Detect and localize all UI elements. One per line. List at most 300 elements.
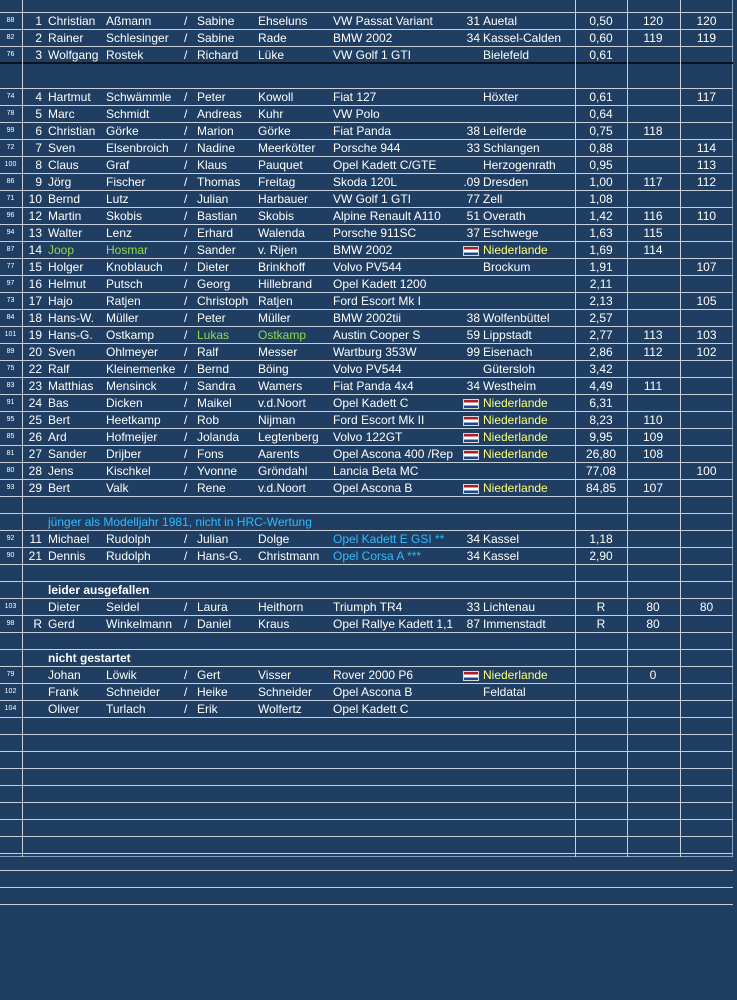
- points-2: [680, 548, 733, 564]
- crew-separator: /: [184, 447, 188, 461]
- points-2: 100: [696, 464, 717, 478]
- empty-row: [0, 871, 733, 888]
- codriver-first-name: Nadine: [197, 141, 236, 155]
- codriver-last-name: Nijman: [258, 413, 296, 427]
- postal-prefix: 34: [466, 532, 480, 546]
- points-1: [627, 310, 679, 326]
- points-2: [680, 361, 733, 377]
- crew-separator: /: [184, 192, 188, 206]
- entry-id: 100: [4, 161, 17, 168]
- driver-first-name: Marc: [48, 107, 75, 121]
- entry-id: 104: [4, 705, 17, 712]
- netherlands-flag-icon: [463, 450, 479, 460]
- result-time: 84,85: [585, 481, 617, 495]
- postal-prefix: 33: [466, 141, 480, 155]
- crew-separator: /: [184, 685, 188, 699]
- result-time: 2,57: [589, 311, 613, 325]
- driver-first-name: Bert: [48, 481, 71, 495]
- start-number: 18: [28, 311, 42, 325]
- table-row: [0, 599, 733, 616]
- points-1: [627, 684, 679, 700]
- start-number: 27: [28, 447, 42, 461]
- postal-prefix: 59: [466, 328, 480, 342]
- result-time: 77,08: [585, 464, 617, 478]
- start-number: 3: [35, 48, 42, 62]
- car-model: Volvo PV544: [333, 362, 402, 376]
- empty-row: [0, 769, 733, 786]
- crew-separator: /: [184, 294, 188, 308]
- codriver-last-name: Lüke: [258, 48, 285, 62]
- codriver-last-name: Gröndahl: [258, 464, 308, 478]
- start-number: [22, 701, 42, 717]
- result-time: [575, 684, 627, 700]
- postal-prefix: [460, 259, 480, 275]
- car-model: Opel Ascona B: [333, 481, 413, 495]
- points-1: 112: [643, 345, 663, 359]
- codriver-first-name: Christoph: [197, 294, 249, 308]
- codriver-first-name: Maikel: [197, 396, 232, 410]
- entry-id: 78: [6, 110, 15, 117]
- car-model: Fiat Panda: [333, 124, 392, 138]
- city: Schlangen: [483, 141, 540, 155]
- points-2: [680, 123, 733, 139]
- driver-last-name: Skobis: [106, 209, 143, 223]
- points-2: 105: [696, 294, 717, 308]
- points-1: 111: [643, 379, 663, 393]
- driver-last-name: Schneider: [106, 685, 161, 699]
- entry-id: 73: [6, 297, 15, 304]
- points-1: [627, 531, 679, 547]
- codriver-last-name: v.d.Noort: [258, 481, 306, 495]
- car-model: Porsche 911SC: [333, 226, 417, 240]
- driver-first-name: Dieter: [48, 600, 81, 614]
- driver-first-name: Dennis: [48, 549, 86, 563]
- crew-separator: /: [184, 226, 188, 240]
- codriver-last-name: Wamers: [258, 379, 303, 393]
- table-row: [0, 531, 733, 548]
- codriver-last-name: Böing: [258, 362, 289, 376]
- crew-separator: /: [184, 600, 188, 614]
- postal-prefix: [460, 463, 480, 479]
- crew-separator: /: [184, 430, 188, 444]
- driver-first-name: Johan: [48, 668, 81, 682]
- postal-prefix: [460, 361, 480, 377]
- points-1: 0: [649, 668, 657, 682]
- codriver-first-name: Bernd: [197, 362, 230, 376]
- start-number: 29: [28, 481, 42, 495]
- netherlands-flag-icon: [463, 416, 479, 426]
- codriver-last-name: v. Rijen: [258, 243, 298, 257]
- points-2: [680, 701, 733, 717]
- entry-id: 92: [6, 535, 15, 542]
- driver-first-name: Michael: [48, 532, 90, 546]
- codriver-first-name: Hans-G.: [197, 549, 242, 563]
- codriver-last-name: Legtenberg: [258, 430, 319, 444]
- table-row: [0, 174, 733, 191]
- car-model: Opel Kadett E GSI **: [333, 532, 445, 546]
- driver-first-name: Frank: [48, 685, 79, 699]
- points-1: 115: [643, 226, 663, 240]
- crew-separator: /: [184, 396, 188, 410]
- codriver-last-name: Görke: [258, 124, 291, 138]
- driver-last-name: Elsenbroich: [106, 141, 169, 155]
- driver-first-name: Jens: [48, 464, 74, 478]
- start-number: [22, 599, 42, 615]
- car-model: BMW 2002: [333, 243, 393, 257]
- car-model: Porsche 944: [333, 141, 401, 155]
- city: Feldatal: [483, 685, 526, 699]
- driver-last-name: Rostek: [106, 48, 144, 62]
- postal-prefix: 38: [466, 124, 480, 138]
- result-time: 0,95: [589, 158, 613, 172]
- city: Wolfenbüttel: [483, 311, 550, 325]
- codriver-first-name: Rene: [197, 481, 226, 495]
- codriver-first-name: Jolanda: [197, 430, 240, 444]
- driver-first-name: Matthias: [48, 379, 94, 393]
- driver-last-name: Lenz: [106, 226, 133, 240]
- codriver-last-name: Freitag: [258, 175, 296, 189]
- driver-first-name: Bert: [48, 413, 71, 427]
- car-model: VW Passat Variant: [333, 14, 433, 28]
- city: Lippstadt: [483, 328, 532, 342]
- crew-separator: /: [184, 48, 188, 62]
- codriver-last-name: Aarents: [258, 447, 300, 461]
- car-model: VW Golf 1 GTI: [333, 48, 412, 62]
- empty-row: [0, 888, 733, 905]
- crew-separator: /: [184, 481, 188, 495]
- codriver-last-name: Ostkamp: [258, 328, 307, 342]
- car-model: Opel Kadett C: [333, 396, 409, 410]
- driver-last-name: Heetkamp: [106, 413, 161, 427]
- entry-id: 75: [6, 365, 15, 372]
- codriver-last-name: Pauquet: [258, 158, 303, 172]
- car-model: Volvo 122GT: [333, 430, 403, 444]
- postal-prefix: [460, 276, 480, 292]
- start-number: 19: [28, 328, 42, 342]
- codriver-last-name: Skobis: [258, 209, 295, 223]
- start-number: 14: [28, 243, 42, 257]
- points-2: [680, 531, 733, 547]
- points-2: [680, 47, 733, 63]
- points-1: [627, 106, 679, 122]
- city: Niederlande: [483, 413, 548, 427]
- table-row: [0, 30, 733, 47]
- driver-last-name: Putsch: [106, 277, 143, 291]
- codriver-first-name: Julian: [197, 192, 229, 206]
- points-1: [627, 47, 679, 63]
- driver-first-name: Hartmut: [48, 90, 91, 104]
- entry-id: 97: [6, 280, 15, 287]
- car-model: Wartburg 353W: [333, 345, 417, 359]
- driver-last-name: Ratjen: [106, 294, 141, 308]
- entry-id: 87: [6, 246, 15, 253]
- empty-row: [0, 803, 733, 820]
- result-time: R: [596, 600, 606, 614]
- city: Herzogenrath: [483, 158, 556, 172]
- start-number: 6: [35, 124, 42, 138]
- driver-first-name: Bas: [48, 396, 69, 410]
- entry-id: 90: [6, 552, 15, 559]
- result-time: 1,18: [589, 532, 613, 546]
- start-number: 11: [29, 532, 42, 546]
- codriver-first-name: Erhard: [197, 226, 234, 240]
- crew-separator: /: [184, 260, 188, 274]
- codriver-last-name: Messer: [258, 345, 298, 359]
- city: [483, 463, 575, 479]
- start-number: 7: [35, 141, 42, 155]
- start-number: 28: [28, 464, 42, 478]
- codriver-first-name: Sander: [197, 243, 236, 257]
- car-model: Rover 2000 P6: [333, 668, 414, 682]
- codriver-first-name: Peter: [197, 90, 226, 104]
- result-time: R: [596, 617, 606, 631]
- points-2: 119: [696, 31, 717, 45]
- city: Immenstadt: [483, 617, 546, 631]
- points-1: [627, 293, 679, 309]
- driver-last-name: Schlesinger: [106, 31, 169, 45]
- table-row: [0, 13, 733, 30]
- crew-separator: /: [184, 464, 188, 478]
- driver-first-name: Joop: [48, 243, 75, 257]
- result-time: 0,61: [589, 90, 613, 104]
- table-row: [0, 293, 733, 310]
- start-number: 16: [28, 277, 42, 291]
- result-time: 2,86: [589, 345, 613, 359]
- postal-prefix: 37: [466, 226, 480, 240]
- entry-id: 95: [6, 416, 15, 423]
- entry-id: 77: [6, 263, 15, 270]
- result-time: 26,80: [585, 447, 617, 461]
- start-number: 4: [35, 90, 42, 104]
- result-time: 1,00: [589, 175, 613, 189]
- table-row: [0, 412, 733, 429]
- city: Niederlande: [483, 430, 548, 444]
- car-model: Opel Kadett C/GTE: [333, 158, 437, 172]
- city: Gütersloh: [483, 362, 536, 376]
- points-2: 117: [696, 90, 717, 104]
- points-1: 80: [646, 600, 660, 614]
- table-row: [0, 701, 733, 718]
- postal-prefix: [460, 157, 480, 173]
- crew-separator: /: [184, 379, 188, 393]
- empty-row: [0, 565, 733, 582]
- entry-id: 86: [6, 178, 15, 185]
- crew-separator: /: [184, 413, 188, 427]
- city: [483, 276, 575, 292]
- postal-prefix: 51: [466, 209, 480, 223]
- codriver-last-name: Kowoll: [258, 90, 294, 104]
- postal-prefix: 33: [466, 600, 480, 614]
- postal-prefix: 38: [466, 311, 480, 325]
- car-model: Austin Cooper S: [333, 328, 421, 342]
- driver-last-name: Dicken: [106, 396, 143, 410]
- points-1: 117: [643, 175, 663, 189]
- empty-row: [0, 786, 733, 803]
- grid-line-2: [575, 0, 576, 857]
- driver-first-name: Bernd: [48, 192, 81, 206]
- crew-separator: /: [184, 277, 188, 291]
- points-1: [627, 191, 679, 207]
- empty-row: [0, 752, 733, 769]
- driver-last-name: Fischer: [106, 175, 146, 189]
- codriver-first-name: Fons: [197, 447, 224, 461]
- start-number: 26: [28, 430, 42, 444]
- points-2: [680, 667, 733, 683]
- section-title: leider ausgefallen: [48, 583, 150, 597]
- result-time: 1,63: [589, 226, 613, 240]
- entry-id: 103: [4, 603, 17, 610]
- start-number: 9: [35, 175, 42, 189]
- crew-separator: /: [184, 328, 188, 342]
- points-1: 118: [643, 124, 663, 138]
- crew-separator: /: [184, 175, 188, 189]
- result-time: [575, 701, 627, 717]
- table-row: [0, 276, 733, 293]
- start-number: 17: [28, 294, 42, 308]
- result-time: 4,49: [589, 379, 613, 393]
- postal-prefix: [460, 293, 480, 309]
- result-time: 0,75: [589, 124, 613, 138]
- city: Höxter: [483, 90, 519, 104]
- start-number: [22, 684, 42, 700]
- entry-id: 102: [4, 688, 17, 695]
- driver-last-name: Drijber: [106, 447, 142, 461]
- car-model: BMW 2002: [333, 31, 393, 45]
- points-1: 114: [643, 243, 663, 257]
- city: Overath: [483, 209, 526, 223]
- crew-separator: /: [184, 124, 188, 138]
- crew-separator: /: [184, 107, 188, 121]
- postal-prefix: 77: [466, 192, 480, 206]
- city: Niederlande: [483, 668, 548, 682]
- city: [483, 106, 575, 122]
- driver-last-name: Mensinck: [106, 379, 157, 393]
- postal-prefix: 87: [466, 617, 480, 631]
- driver-first-name: Gerd: [48, 617, 75, 631]
- table-row: [0, 378, 733, 395]
- result-time: 0,50: [589, 14, 613, 28]
- result-time: 1,42: [589, 209, 613, 223]
- start-number: [22, 667, 42, 683]
- table-row: [0, 616, 733, 633]
- table-row: [0, 429, 733, 446]
- points-1: 80: [646, 617, 660, 631]
- codriver-first-name: Julian: [197, 532, 229, 546]
- entry-id: 84: [6, 314, 15, 321]
- empty-row: [0, 633, 733, 650]
- result-time: 3,42: [589, 362, 613, 376]
- crew-separator: /: [184, 362, 188, 376]
- result-time: 0,64: [589, 107, 613, 121]
- netherlands-flag-icon: [463, 484, 479, 494]
- codriver-first-name: Ralf: [197, 345, 219, 359]
- points-2: [680, 225, 733, 241]
- result-time: 2,90: [589, 549, 613, 563]
- table-row: [0, 395, 733, 412]
- points-2: 120: [696, 14, 717, 28]
- points-2: [680, 412, 733, 428]
- city: Westheim: [483, 379, 537, 393]
- city: [483, 701, 575, 717]
- entry-id: 83: [6, 382, 15, 389]
- postal-prefix: .09: [463, 175, 480, 189]
- city: Kassel: [483, 532, 520, 546]
- entry-id: 85: [6, 433, 15, 440]
- postal-prefix: [460, 106, 480, 122]
- car-model: Opel Corsa A ***: [333, 549, 422, 563]
- start-number: 21: [28, 549, 42, 563]
- points-1: 119: [643, 31, 663, 45]
- codriver-last-name: Brinkhoff: [258, 260, 306, 274]
- driver-last-name: Lutz: [106, 192, 129, 206]
- driver-last-name: Graf: [106, 158, 130, 172]
- points-2: [680, 242, 733, 258]
- empty-row: [0, 820, 733, 837]
- start-number: 8: [35, 158, 42, 172]
- postal-prefix: 34: [466, 31, 480, 45]
- result-time: 0,88: [589, 141, 613, 155]
- car-model: Opel Kadett C: [333, 702, 409, 716]
- crew-separator: /: [184, 31, 188, 45]
- driver-first-name: Martin: [48, 209, 82, 223]
- postal-prefix: [460, 701, 480, 717]
- codriver-last-name: Harbauer: [258, 192, 309, 206]
- entry-id: 91: [6, 399, 15, 406]
- crew-separator: /: [184, 158, 188, 172]
- codriver-last-name: Visser: [258, 668, 292, 682]
- codriver-first-name: Erik: [197, 702, 218, 716]
- car-model: Opel Ascona 400 /Rep: [333, 447, 454, 461]
- points-2: 80: [699, 600, 714, 614]
- driver-first-name: Holger: [48, 260, 84, 274]
- start-number: 23: [28, 379, 42, 393]
- city: Brockum: [483, 260, 531, 274]
- result-time: 0,60: [589, 31, 613, 45]
- section-title: nicht gestartet: [48, 651, 131, 665]
- netherlands-flag-icon: [463, 671, 479, 681]
- start-number: 20: [28, 345, 42, 359]
- codriver-first-name: Yvonne: [197, 464, 238, 478]
- city: Kassel: [483, 549, 520, 563]
- result-time: 6,31: [589, 396, 613, 410]
- codriver-last-name: Heithorn: [258, 600, 304, 614]
- table-row: [0, 123, 733, 140]
- points-1: [627, 701, 679, 717]
- driver-first-name: Walter: [48, 226, 83, 240]
- table-row: [0, 47, 733, 64]
- driver-last-name: Löwik: [106, 668, 137, 682]
- city: Eisenach: [483, 345, 533, 359]
- netherlands-flag-icon: [463, 399, 479, 409]
- table-row: [0, 463, 733, 480]
- codriver-last-name: Ehseluns: [258, 14, 308, 28]
- driver-last-name: Müller: [106, 311, 139, 325]
- car-model: Lancia Beta MC: [333, 464, 419, 478]
- points-1: [627, 259, 679, 275]
- grid-line-3: [627, 0, 628, 857]
- result-time: 0,61: [589, 48, 613, 62]
- driver-last-name: Knoblauch: [106, 260, 163, 274]
- driver-last-name: Ohlmeyer: [106, 345, 159, 359]
- driver-first-name: Ard: [48, 430, 67, 444]
- entry-id: 81: [6, 450, 15, 457]
- section-header-row: [0, 514, 733, 531]
- codriver-last-name: Dolge: [258, 532, 290, 546]
- result-time: 2,13: [589, 294, 613, 308]
- table-row: [0, 480, 733, 497]
- codriver-first-name: Bastian: [197, 209, 238, 223]
- points-1: [627, 395, 679, 411]
